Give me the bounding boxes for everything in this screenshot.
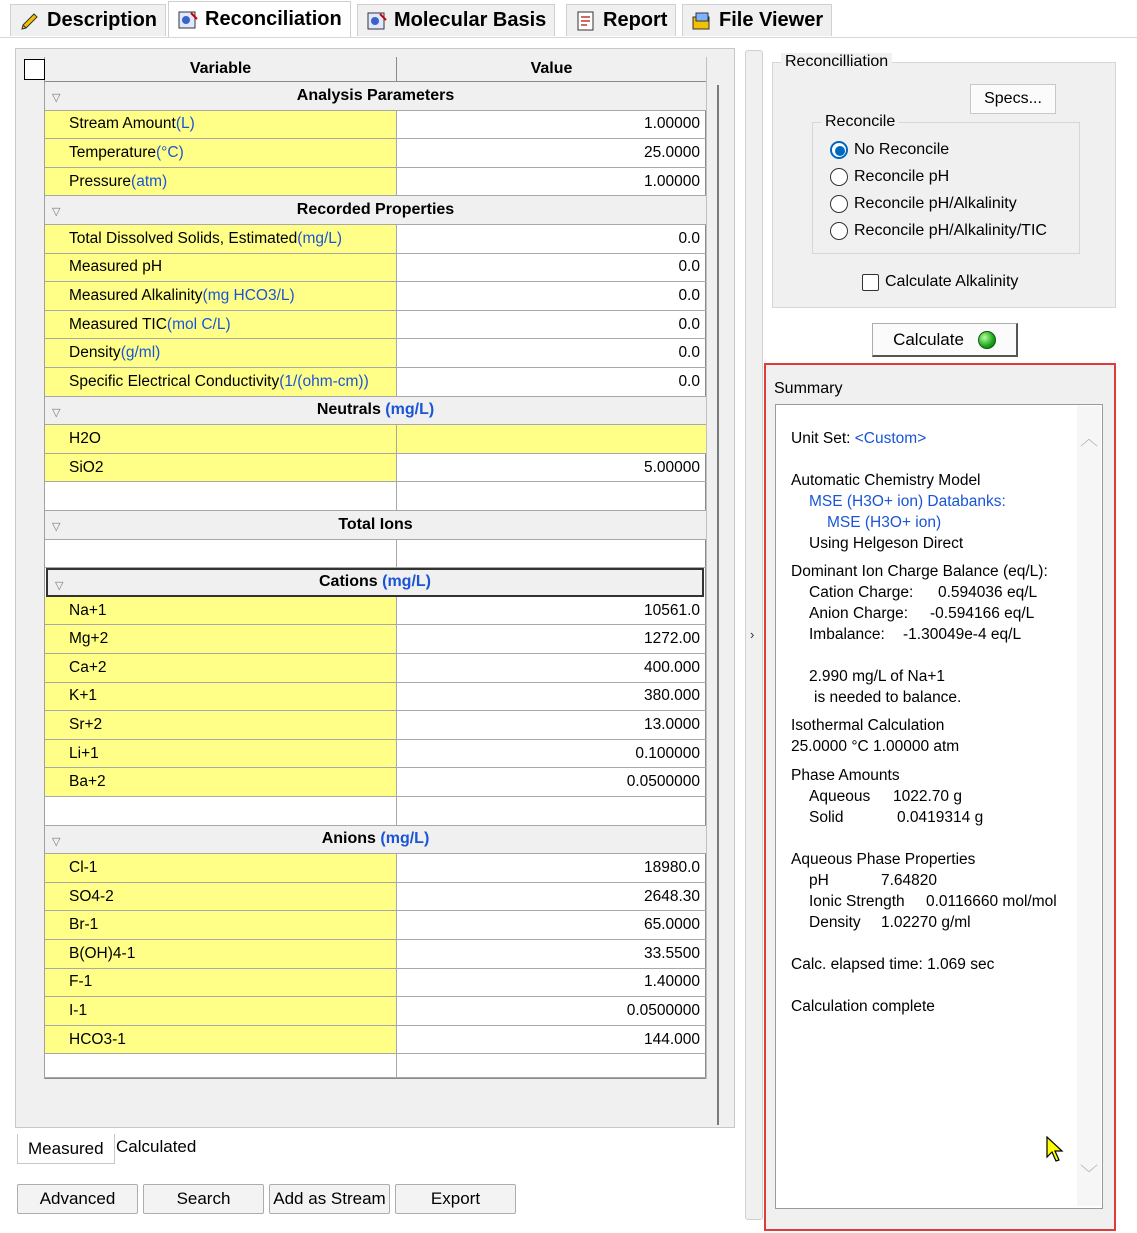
table-row[interactable]: [45, 625, 706, 654]
summary-label: Summary: [774, 380, 843, 397]
model-name-link[interactable]: MSE (H3O+ ion): [827, 514, 942, 531]
value-cell[interactable]: 0.0500000: [626, 1001, 700, 1019]
charge-balance-title: Dominant Ion Charge Balance (eq/L):: [791, 563, 1048, 580]
calculation-status: Calculation complete: [791, 998, 935, 1015]
search-button[interactable]: Search: [143, 1184, 264, 1214]
tab-file-viewer[interactable]: [682, 4, 832, 36]
radio-reconcile-ph[interactable]: [830, 168, 949, 186]
table-row[interactable]: [45, 711, 706, 740]
radio-reconcile-ph-alkalinity-tic[interactable]: [830, 222, 1047, 240]
variable-cell: I-1: [45, 997, 397, 1025]
variable-cell: SiO2: [45, 454, 397, 482]
collapse-icon[interactable]: ▽: [55, 580, 64, 593]
imbalance-label: Imbalance:: [809, 626, 885, 643]
description-icon: [19, 10, 41, 32]
table-row[interactable]: [45, 168, 706, 197]
value-cell[interactable]: 1.00000: [643, 172, 700, 190]
table-row[interactable]: [45, 969, 706, 998]
variable-cell: HCO3-1: [45, 1026, 397, 1054]
imbalance-value: -1.30049e-4 eq/L: [903, 626, 1022, 643]
aqueous-value: 1022.70 g: [893, 788, 962, 805]
table-row[interactable]: [45, 1026, 706, 1055]
table-row[interactable]: [45, 911, 706, 940]
collapse-icon[interactable]: ▽: [52, 835, 61, 848]
scroll-down-icon[interactable]: ﹀: [1080, 1164, 1098, 1184]
variable-cell: Density (g/ml): [45, 339, 397, 367]
tab-molecular-basis-label: Molecular Basis: [394, 9, 547, 31]
balance-note-line2: is needed to balance.: [814, 689, 962, 706]
table-row[interactable]: [45, 368, 706, 397]
cation-charge-value: 0.594036 eq/L: [938, 584, 1038, 601]
molecular-basis-icon: [366, 10, 388, 32]
file-viewer-icon: [691, 10, 713, 32]
table-row[interactable]: [45, 311, 706, 340]
variable-cell: Li+1: [45, 740, 397, 768]
value-cell[interactable]: 1272.00: [643, 630, 700, 648]
radio-icon[interactable]: [830, 168, 848, 186]
value-cell[interactable]: 0.0: [678, 229, 700, 247]
radio-no-reconcile[interactable]: [830, 141, 949, 159]
variable-cell: Temperature (°C): [45, 139, 397, 167]
section-title: Anions (mg/L): [321, 830, 430, 848]
value-cell[interactable]: 5.00000: [643, 458, 700, 476]
value-cell[interactable]: 0.0: [678, 372, 700, 390]
value-cell[interactable]: 0.0: [678, 258, 700, 276]
variable-cell: [45, 540, 397, 568]
table-row[interactable]: [45, 254, 706, 283]
row-header-column: [22, 57, 45, 1079]
density-label: Density: [809, 914, 861, 931]
table-row[interactable]: [45, 854, 706, 883]
report-icon: [575, 10, 597, 32]
table-row[interactable]: [45, 883, 706, 912]
table-row[interactable]: [45, 139, 706, 168]
export-button[interactable]: Export: [395, 1184, 516, 1214]
model-method: Using Helgeson Direct: [809, 535, 964, 552]
isothermal-title: Isothermal Calculation: [791, 717, 945, 734]
table-row[interactable]: [45, 597, 706, 626]
status-green-icon: [978, 331, 996, 349]
anion-charge-label: Anion Charge:: [809, 605, 909, 622]
collapse-icon[interactable]: ▽: [52, 521, 61, 533]
section-anions[interactable]: [45, 826, 706, 855]
variable-cell: Mg+2: [45, 625, 397, 653]
value-cell[interactable]: 33.5500: [643, 944, 700, 962]
select-all-corner[interactable]: [24, 59, 45, 80]
variable-cell: Sr+2: [45, 711, 397, 739]
radio-label: No Reconcile: [854, 141, 950, 158]
table-row[interactable]: [45, 339, 706, 368]
variable-cell: Measured pH: [45, 254, 397, 282]
variable-cell: SO4-2: [45, 883, 397, 911]
calculate-label: Calculate: [893, 329, 964, 349]
variable-cell: Measured Alkalinity (mg HCO3/L): [45, 282, 397, 310]
variable-cell: Specific Electrical Conductivity (1/(ohm-cm)): [45, 368, 397, 396]
solid-label: Solid: [809, 809, 844, 826]
value-cell[interactable]: 0.0: [678, 286, 700, 304]
calculate-button[interactable]: [872, 323, 1018, 357]
anion-charge-value: -0.594166 eq/L: [930, 605, 1035, 622]
value-cell[interactable]: [397, 1054, 706, 1077]
value-cell[interactable]: 380.000: [643, 687, 700, 705]
tab-report-label: Report: [603, 9, 668, 31]
value-cell[interactable]: [397, 540, 706, 568]
group-title: Reconcile: [821, 113, 899, 131]
variable-cell: B(OH)4-1: [45, 940, 397, 968]
value-cell[interactable]: 0.100000: [635, 744, 700, 762]
mouse-cursor-icon: [1046, 1136, 1066, 1168]
value-cell[interactable]: 65.0000: [643, 916, 700, 934]
table-row[interactable]: [45, 740, 706, 769]
scroll-up-icon[interactable]: ︿: [1080, 429, 1098, 449]
table-row[interactable]: [45, 997, 706, 1026]
variable-cell: Stream Amount (L): [45, 111, 397, 139]
checkbox-label: Calculate Alkalinity: [885, 273, 1019, 290]
variable-cell: [45, 1054, 397, 1077]
collapse-icon[interactable]: ▽: [52, 206, 61, 219]
tab-description-label: Description: [47, 9, 158, 31]
radio-label: Reconcile pH/Alkalinity/TIC: [854, 222, 1047, 239]
value-cell[interactable]: [397, 797, 706, 825]
tab-measured[interactable]: Measured: [17, 1134, 115, 1164]
variable-cell: K+1: [45, 683, 397, 711]
tab-reconciliation[interactable]: [168, 1, 351, 37]
tab-reconciliation-label: Reconciliation: [205, 8, 342, 30]
cation-charge-label: Cation Charge:: [809, 584, 914, 601]
solid-value: 0.0419314 g: [897, 809, 984, 826]
value-cell[interactable]: 400.000: [643, 658, 700, 676]
value-cell[interactable]: 10561.0: [643, 601, 700, 619]
radio-icon[interactable]: [830, 222, 848, 240]
variable-cell: F-1: [45, 969, 397, 997]
table-row[interactable]: [45, 425, 706, 454]
section-analysis-parameters[interactable]: [45, 82, 706, 111]
ionic-strength-label: Ionic Strength: [809, 893, 905, 910]
value-cell[interactable]: 25.0000: [643, 143, 700, 161]
reconciliation-icon: [177, 9, 199, 31]
table-row[interactable]: [45, 454, 706, 483]
aqueous-label: Aqueous: [809, 788, 871, 805]
summary-scrollbar[interactable]: [1077, 406, 1101, 1206]
table-row-empty[interactable]: [45, 540, 706, 569]
table-row[interactable]: [45, 225, 706, 254]
table-row[interactable]: [45, 940, 706, 969]
radio-selected-icon[interactable]: [830, 141, 848, 159]
specs-button[interactable]: Specs...: [970, 84, 1056, 114]
radio-label: Reconcile pH/Alkalinity: [854, 195, 1017, 212]
collapse-icon[interactable]: ▽: [52, 92, 61, 104]
radio-icon[interactable]: [830, 195, 848, 213]
radio-reconcile-ph-alkalinity[interactable]: [830, 195, 1017, 213]
table-row-empty[interactable]: [45, 1054, 706, 1078]
ph-label: pH: [809, 872, 829, 889]
section-neutrals[interactable]: [45, 397, 706, 426]
group-title: Reconcilliation: [781, 53, 892, 71]
value-cell[interactable]: [397, 425, 706, 453]
value-cell[interactable]: 0.0: [678, 315, 700, 333]
value-cell[interactable]: 1.00000: [643, 115, 700, 133]
variable-cell: Ba+2: [45, 768, 397, 796]
variable-cell: Ca+2: [45, 654, 397, 682]
value-cell[interactable]: 0.0500000: [626, 773, 700, 791]
tab-report[interactable]: [566, 4, 676, 36]
variable-cell: Br-1: [45, 911, 397, 939]
panel-splitter[interactable]: [745, 50, 763, 1220]
tab-molecular-basis[interactable]: [357, 4, 555, 36]
model-databank-link[interactable]: MSE (H3O+ ion) Databanks:: [809, 493, 1006, 510]
section-title: Recorded Properties: [296, 201, 455, 219]
balance-note-line1: 2.990 mg/L of Na+1: [809, 668, 946, 685]
variable-cell: H2O: [45, 425, 397, 453]
variable-cell: Na+1: [45, 597, 397, 625]
variable-cell: [45, 797, 397, 825]
density-value: 1.02270 g/ml: [881, 914, 971, 931]
expand-arrow-icon[interactable]: ›: [750, 627, 755, 642]
table-row[interactable]: [45, 282, 706, 311]
tab-calculated[interactable]: Calculated: [116, 1137, 197, 1156]
value-cell[interactable]: [397, 482, 706, 510]
variable-cell: Total Dissolved Solids, Estimated (mg/L): [45, 225, 397, 253]
value-cell[interactable]: 2648.30: [643, 887, 700, 905]
tab-file-viewer-label: File Viewer: [719, 9, 824, 31]
phase-amounts-title: Phase Amounts: [791, 767, 900, 784]
isothermal-conditions: 25.0000 °C 1.00000 atm: [791, 738, 960, 755]
table-row[interactable]: [45, 683, 706, 712]
table-row-empty[interactable]: [45, 482, 706, 511]
table-row[interactable]: [45, 111, 706, 140]
radio-label: Reconcile pH: [854, 168, 950, 185]
section-total-ions[interactable]: [45, 511, 706, 540]
variable-cell: Measured TIC (mol C/L): [45, 311, 397, 339]
add-as-stream-button[interactable]: Add as Stream: [269, 1184, 390, 1214]
column-header-value[interactable]: Value: [397, 57, 706, 82]
ionic-strength-value: 0.0116660 mol/mol: [926, 893, 1057, 910]
model-title: Automatic Chemistry Model: [791, 472, 981, 489]
unit-set-line: Unit Set: <Custom>: [791, 430, 927, 447]
value-cell[interactable]: 144.000: [643, 1030, 700, 1048]
collapse-icon[interactable]: ▽: [52, 406, 61, 419]
section-title: Cations (mg/L): [319, 573, 431, 591]
table-row[interactable]: [45, 768, 706, 797]
section-title: Analysis Parameters: [296, 86, 455, 104]
value-cell[interactable]: 18980.0: [643, 858, 700, 876]
variable-cell: Cl-1: [45, 854, 397, 882]
table-row[interactable]: [45, 654, 706, 683]
variable-cell: [45, 482, 397, 510]
section-recorded-properties[interactable]: [45, 196, 706, 225]
value-cell[interactable]: 13.0000: [643, 715, 700, 733]
section-title: Neutrals (mg/L): [316, 401, 435, 419]
tab-bar: [0, 0, 1137, 38]
ph-value: 7.64820: [881, 872, 938, 889]
section-cations[interactable]: [46, 568, 704, 597]
calculate-alkalinity-checkbox[interactable]: [862, 273, 1018, 291]
unit-set-link[interactable]: <Custom>: [854, 430, 927, 447]
table-row-empty[interactable]: [45, 797, 706, 826]
advanced-button[interactable]: Advanced: [17, 1184, 138, 1214]
section-title: Total Ions: [338, 515, 413, 533]
grid-scrollbar[interactable]: [706, 57, 720, 1079]
checkbox-icon[interactable]: [862, 274, 879, 291]
value-cell[interactable]: 0.0: [678, 344, 700, 362]
value-cell[interactable]: 1.40000: [643, 973, 700, 991]
aqueous-properties-title: Aqueous Phase Properties: [791, 851, 976, 868]
elapsed-time: Calc. elapsed time: 1.069 sec: [791, 956, 995, 973]
tab-description[interactable]: [10, 4, 166, 36]
variable-cell: Pressure (atm): [45, 168, 397, 196]
column-header-variable[interactable]: Variable: [45, 57, 397, 82]
